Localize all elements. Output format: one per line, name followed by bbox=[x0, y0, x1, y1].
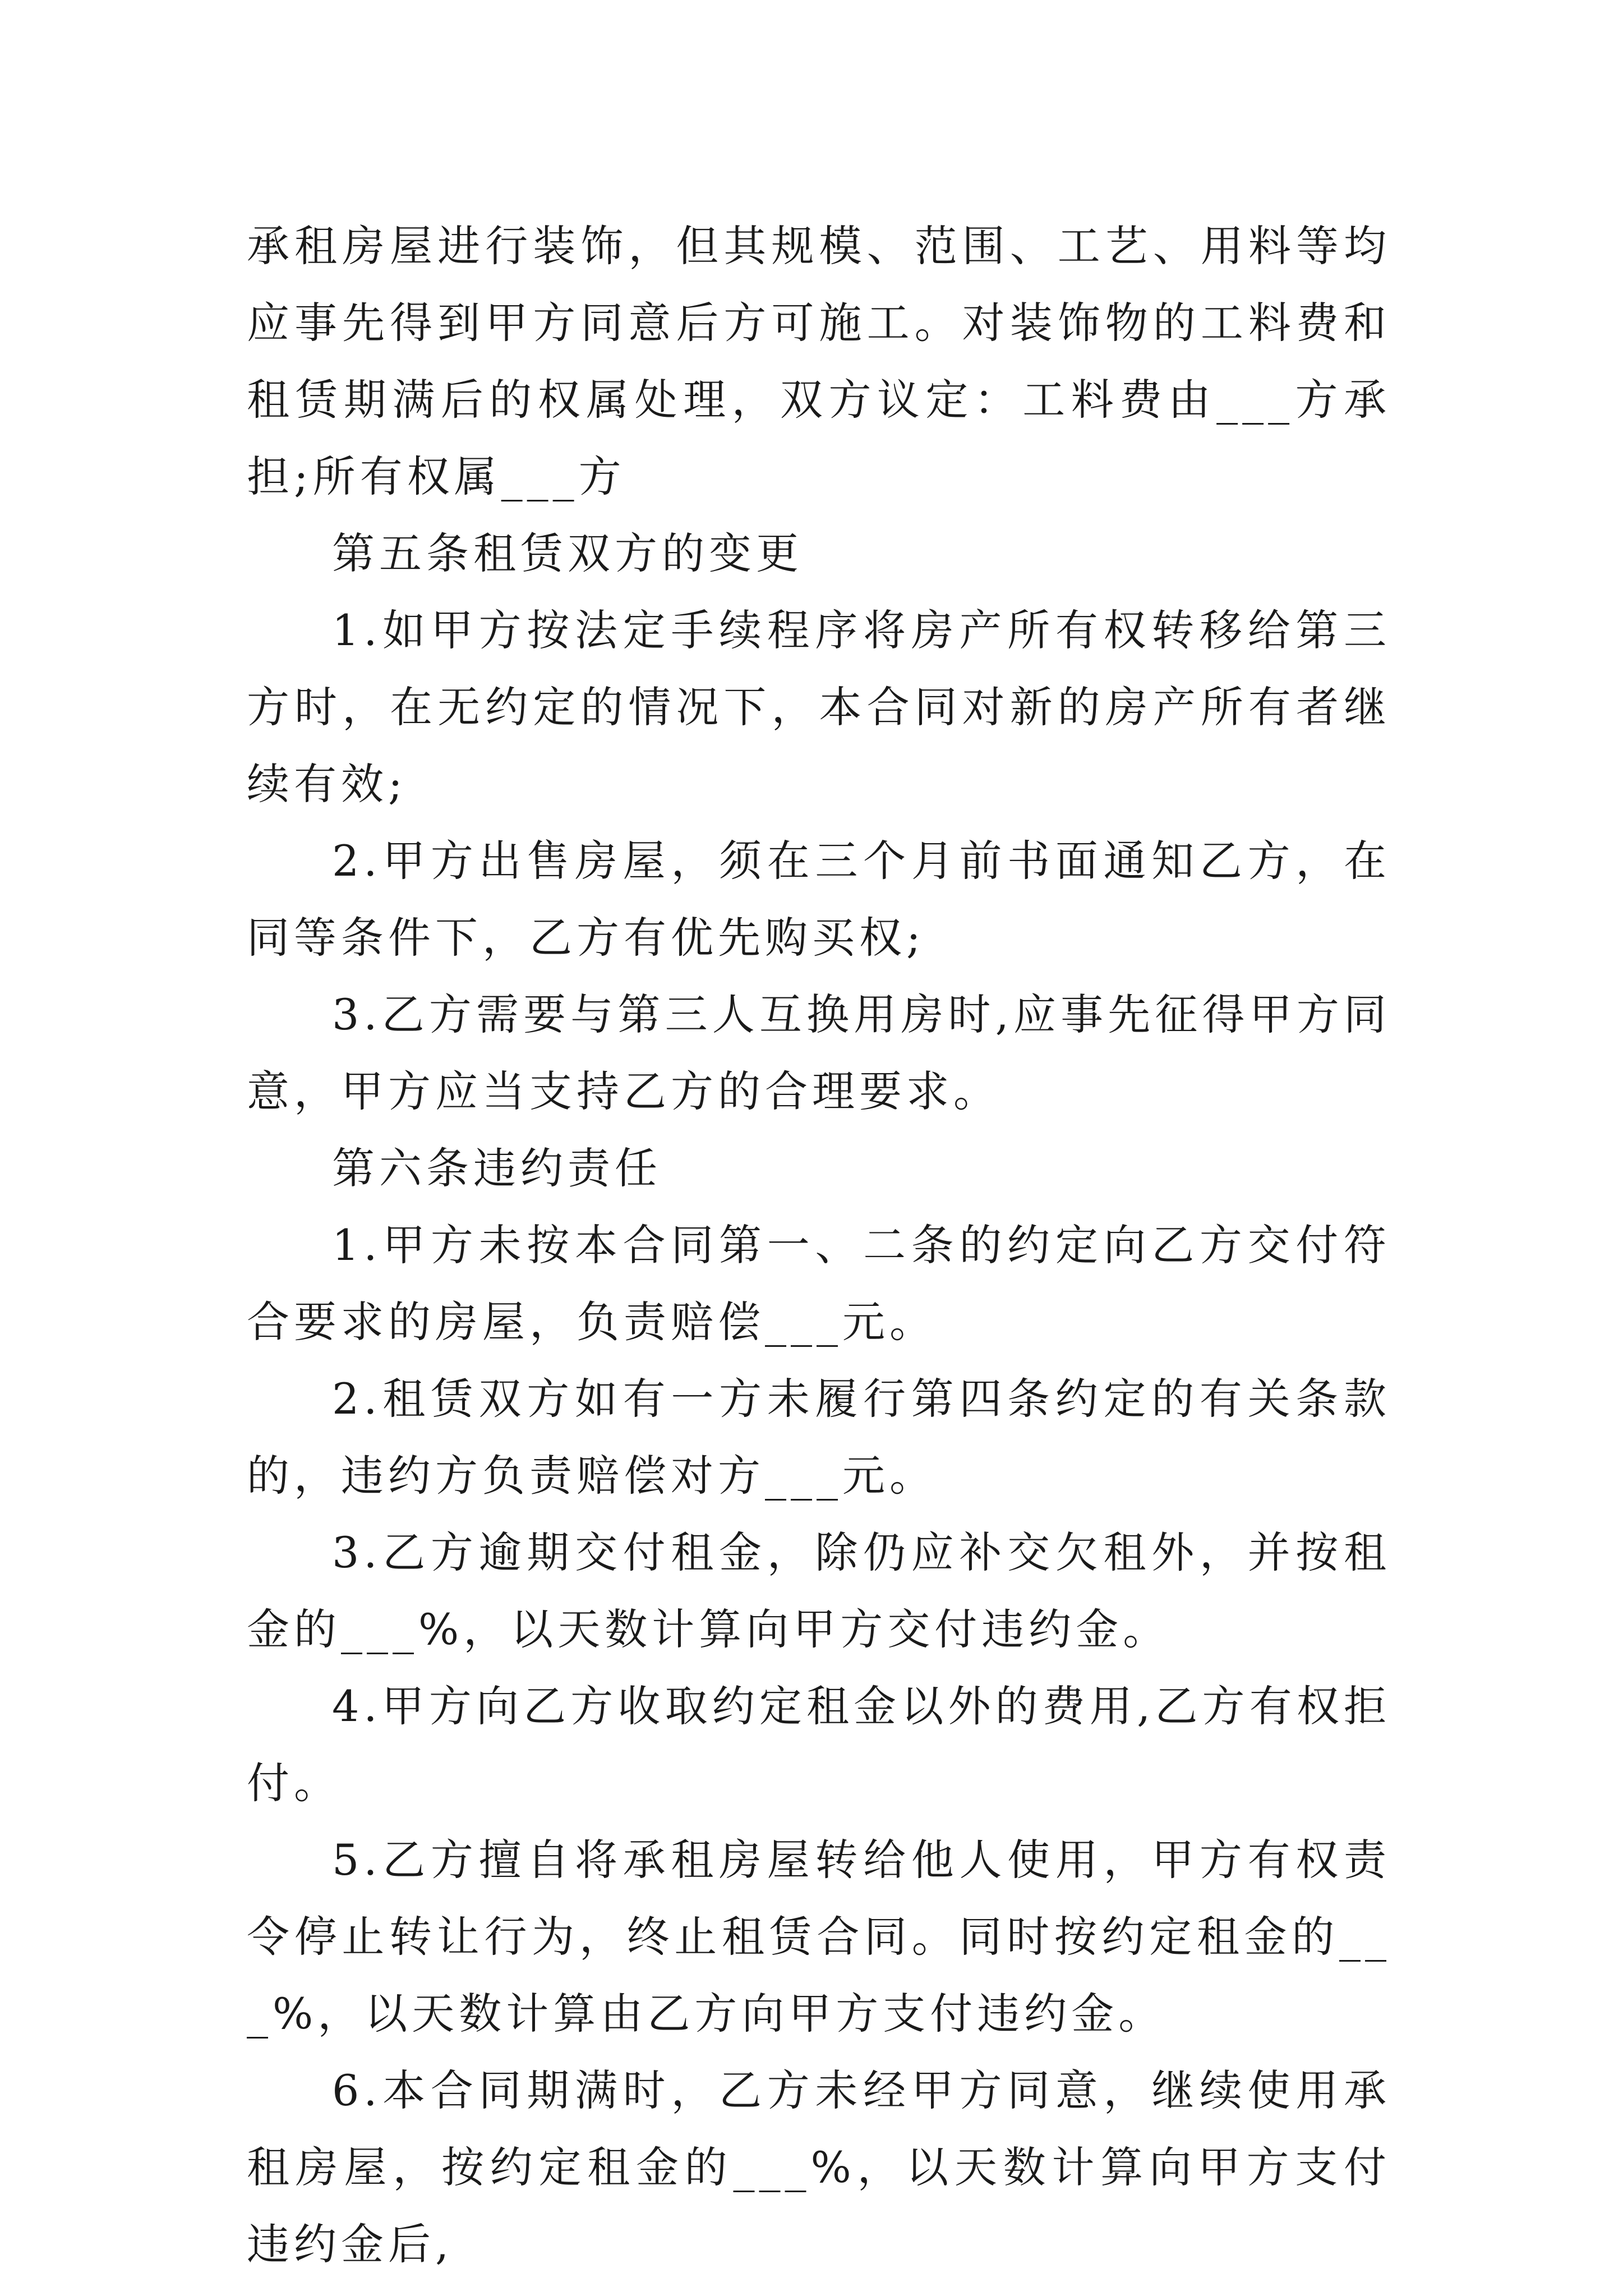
paragraph-5-1: 1.如甲方按法定手续程序将房产所有权转移给第三方时，在无约定的情况下，本合同对新的房产所有者继续有效; bbox=[247, 605, 1391, 809]
paragraph-6-1: 1.甲方未按本合同第一、二条的约定向乙方交付符合要求的房屋，负责赔偿___元。 bbox=[247, 1220, 1391, 1347]
paragraph-6-2: 2.租赁双方如有一方未履行第四条约定的有关条款的，违约方负责赔偿对方___元。 bbox=[247, 1374, 1391, 1501]
paragraph-6-5: 5.乙方擅自将承租房屋转给他人使用，甲方有权责令停止转让行为，终止租赁合同。同时按约定租金的___%，以天数计算由乙方向甲方支付违约金。 bbox=[247, 1835, 1391, 2039]
paragraph-6-3: 3.乙方逾期交付租金，除仍应补交欠租外，并按租金的___%，以天数计算向甲方交付违约金。 bbox=[247, 1527, 1391, 1654]
heading-article-5: 第五条租赁双方的变更 bbox=[332, 528, 803, 578]
document-body bbox=[247, 208, 1391, 2283]
heading-article-6: 第六条违约责任 bbox=[332, 1143, 662, 1193]
paragraph-5-2: 2.甲方出售房屋，须在三个月前书面通知乙方，在同等条件下，乙方有优先购买权; bbox=[247, 836, 1391, 963]
paragraph-6-6: 6.本合同期满时，乙方未经甲方同意，继续使用承租房屋，按约定租金的___%，以天数计算向甲方支付违约金后, bbox=[247, 2065, 1391, 2269]
paragraph-6-4: 4.甲方向乙方收取约定租金以外的费用,乙方有权拒付。 bbox=[247, 1681, 1391, 1808]
paragraph-5-3: 3.乙方需要与第三人互换用房时,应事先征得甲方同意，甲方应当支持乙方的合理要求。 bbox=[247, 990, 1391, 1116]
paragraph-decoration-clause: 承租房屋进行装饰，但其规模、范围、工艺、用料等均应事先得到甲方同意后方可施工。对装饰物的工料费和租赁期满后的权属处理，双方议定：工料费由___方承担;所有权属___方 bbox=[247, 221, 1391, 501]
